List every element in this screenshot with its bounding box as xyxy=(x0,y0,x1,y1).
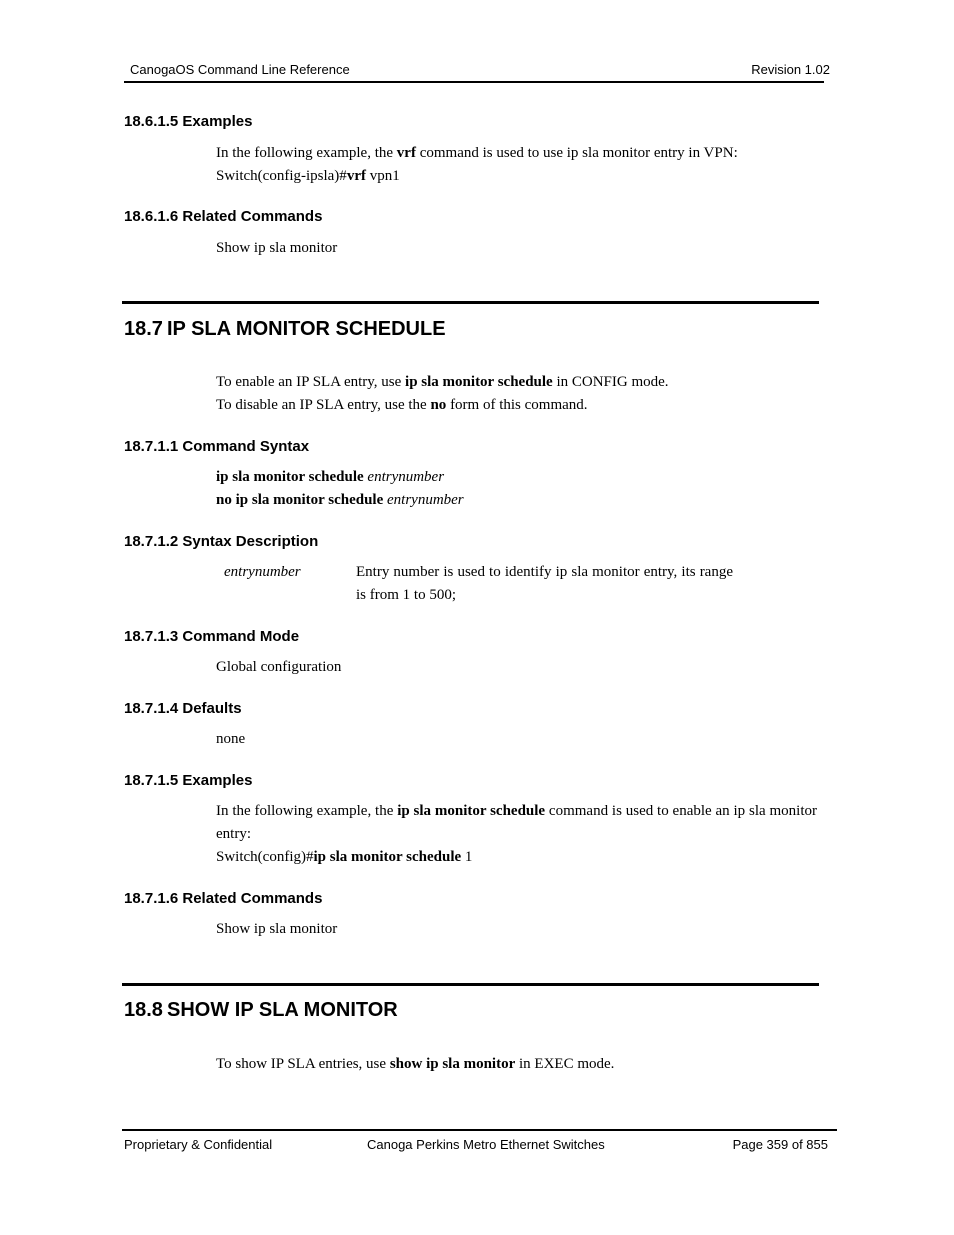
command-keyword: vrf xyxy=(346,168,366,184)
footer-confidential: Proprietary & Confidential xyxy=(124,1137,273,1152)
command-mode-text: Global configuration xyxy=(216,659,342,675)
section-number: 18.7 xyxy=(124,318,163,340)
defaults-text: none xyxy=(216,731,246,747)
header-title: CanogaOS Command Line Reference xyxy=(130,62,350,77)
example-command xyxy=(216,168,400,185)
text-segment: In the following example, the xyxy=(216,803,398,819)
section-number: 18.8 xyxy=(124,999,163,1021)
examples-text xyxy=(216,145,738,162)
command-parameter: entrynumber xyxy=(367,469,445,485)
text-segment: form of this command. xyxy=(446,397,588,413)
example-command xyxy=(216,849,472,866)
heading-18-7-1-3: 18.7.1.3 Command Mode xyxy=(124,628,300,645)
intro-show xyxy=(216,1056,614,1073)
command-keyword: vrf xyxy=(396,145,416,161)
text-segment: To disable an IP SLA entry, use the xyxy=(216,397,431,413)
heading-18-7-1-1: 18.7.1.1 Command Syntax xyxy=(124,438,310,455)
text-segment: in EXEC mode. xyxy=(515,1056,615,1072)
intro-enable xyxy=(216,374,669,391)
section-rule xyxy=(122,983,819,986)
heading-18-6-1-6: 18.6.1.6 Related Commands xyxy=(124,208,323,225)
section-title: IP SLA MONITOR SCHEDULE xyxy=(167,318,446,340)
parameter-label: entrynumber xyxy=(224,564,301,580)
command-keyword: ip sla monitor schedule xyxy=(397,803,546,819)
text-segment: command is used to enable an ip sla monitor entry: xyxy=(216,803,817,842)
heading-18-7-1-2: 18.7.1.2 Syntax Description xyxy=(124,533,319,550)
section-rule xyxy=(122,301,819,304)
command-keyword: show ip sla monitor xyxy=(389,1056,516,1072)
text-segment: To enable an IP SLA entry, use xyxy=(216,374,406,390)
command-keyword: ip sla monitor schedule xyxy=(405,374,553,390)
prompt: Switch(config)# xyxy=(216,849,314,865)
command-keyword: ip sla monitor schedule xyxy=(216,469,364,485)
section-heading-18-7 xyxy=(124,318,446,341)
footer-product: Canoga Perkins Metro Ethernet Switches xyxy=(367,1137,605,1152)
related-commands-text: Show ip sla monitor xyxy=(216,921,338,937)
related-commands-text: Show ip sla monitor xyxy=(216,240,338,256)
header-rule xyxy=(124,81,824,83)
heading-18-6-1-5: 18.6.1.5 Examples xyxy=(124,113,253,130)
intro-disable xyxy=(216,397,588,414)
text-segment: command is used to use ip sla monitor entry in VPN: xyxy=(415,145,738,161)
text-segment: To show IP SLA entries, use xyxy=(216,1056,390,1072)
header-revision: Revision 1.02 xyxy=(751,62,830,77)
command-argument: vpn1 xyxy=(365,168,400,184)
param-name xyxy=(224,564,301,581)
command-keyword: no ip sla monitor schedule xyxy=(216,492,384,508)
examples-paragraph xyxy=(216,800,817,846)
command-argument: 1 xyxy=(461,849,473,865)
footer-page-number: Page 359 of 855 xyxy=(732,1137,828,1152)
section-title: SHOW IP SLA MONITOR xyxy=(167,999,398,1021)
command-keyword: no xyxy=(430,397,447,413)
footer-rule xyxy=(122,1129,837,1131)
syntax-line-no xyxy=(216,492,464,509)
command-keyword: ip sla monitor schedule xyxy=(313,849,462,865)
text-segment: In the following example, the xyxy=(216,145,397,161)
param-description: Entry number is used to identify ip sla monitor entry, its range is from 1 to 500; xyxy=(356,564,733,603)
heading-18-7-1-6: 18.7.1.6 Related Commands xyxy=(124,890,323,907)
heading-18-7-1-4: 18.7.1.4 Defaults xyxy=(124,700,242,717)
command-parameter: entrynumber xyxy=(387,492,464,508)
heading-18-7-1-5: 18.7.1.5 Examples xyxy=(124,772,253,789)
section-heading-18-8 xyxy=(124,999,398,1022)
prompt: Switch(config-ipsla)# xyxy=(216,168,347,184)
syntax-line xyxy=(216,469,444,486)
text-segment: in CONFIG mode. xyxy=(552,374,669,390)
